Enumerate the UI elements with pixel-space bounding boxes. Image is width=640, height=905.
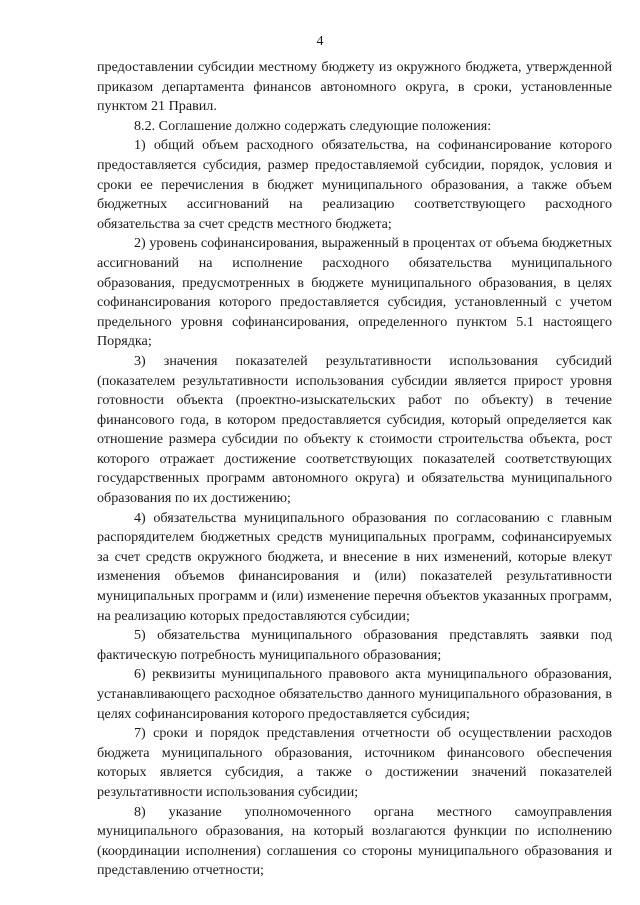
paragraph-item-1: 1) общий объем расходного обязательства, на софинансирование которого предоставляется субсидия, размер предоставляемой субсидии, порядок, условия и сроки ее перечисления в бюджет муниципального образования, а также объем бюджетных ассигнований на реализацию соответствующего расходного обязательства за счет средств местного бюджета; <box>97 137 612 232</box>
paragraph-item-5: 5) обязательства муниципального образования представлять заявки под фактическую потребность муниципального образования; <box>97 627 612 663</box>
paragraph-continuation: предоставлении субсидии местному бюджету из окружного бюджета, утвержденной приказом департамента финансов автономного округа, в сроки, установленные пунктом 21 Правил. <box>97 59 612 115</box>
paragraph-item-2: 2) уровень софинансирования, выраженный в процентах от объема бюджетных ассигнований на исполнение расходного обязательства муниципального образования, предусмотренных в бюджете муниципального образования, в целях софинансирования которого предоставляется субсидия, установленный с учетом предельного уровня софинансирования, определенного пунктом 5.1 настоящего Порядка; <box>97 235 612 350</box>
paragraph-item-8: 8) указание уполномоченного органа местного самоуправления муниципального образования, на который возлагаются функции по исполнению (координации исполнения) соглашения со стороны муниципального образования и представлению отчетности; <box>97 803 612 879</box>
paragraph-item-3: 3) значения показателей результативности использования субсидий (показателем результативности использования субсидии является прирост уровня готовности объекта (проектно-изыскательских работ по объекту) в течение финансового года, в котором предоставляется субсидия, который определяется как отношение размера субсидии по объекту к стоимости строительства объекта, рост которого отражает достижение соответствующих показателей соответствующих государственных программ автономного округа) и обязательства муниципального образования по их достижению; <box>97 352 612 507</box>
paragraph-item-7: 7) сроки и порядок представления отчетности об осуществлении расходов бюджета муниципального образования, источником финансового обеспечения которых является субсидия, а также о достижении значений показателей результативности использования субсидии; <box>97 725 612 800</box>
paragraph-item-6: 6) реквизиты муниципального правового акта муниципального образования, устанавливающего расходное обязательство данного муниципального образования, в целях софинансирования которого предоставляется субсидия; <box>97 666 612 722</box>
paragraph-item-4: 4) обязательства муниципального образования по согласованию с главным распорядителем бюджетных средств муниципальных программ, софинансируемых за счет средств окружного бюджета, и внесение в них изменений, которые влекут изменения объемов финансирования и (или) показателей результативности муниципальных программ и (или) изменение перечня объектов указанных программ, на реализацию которых предоставляются субсидии; <box>97 509 612 624</box>
document-body <box>97 58 612 881</box>
page-number: 4 <box>316 34 324 49</box>
paragraph-8-2-heading: 8.2. Соглашение должно содержать следующие положения: <box>134 117 492 134</box>
